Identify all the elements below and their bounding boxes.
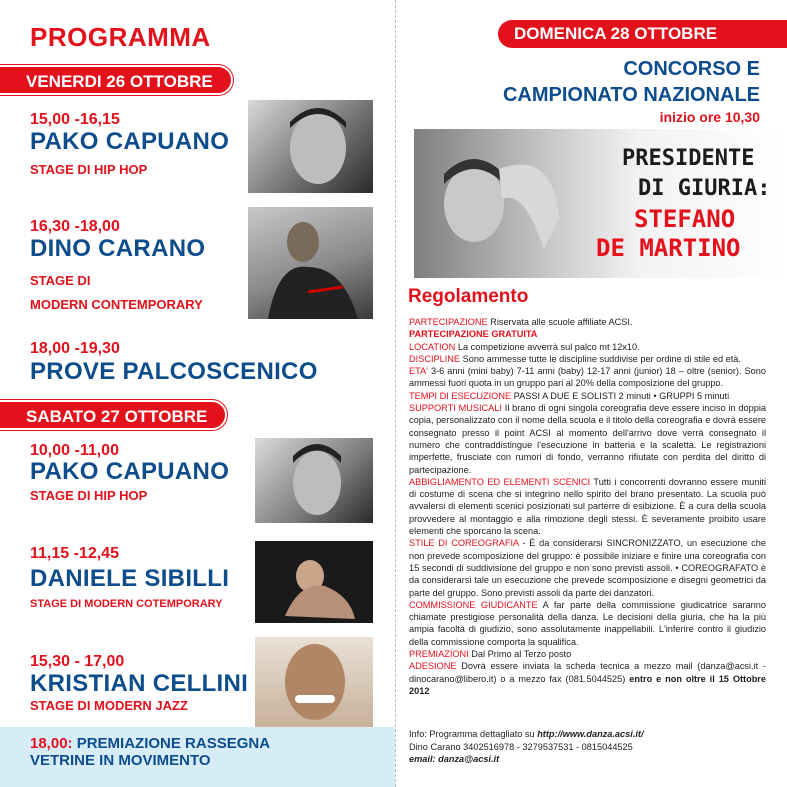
programma-title: PROGRAMMA [30, 22, 211, 52]
dancer-icon [255, 541, 373, 623]
regolamento-text [409, 316, 766, 697]
day-banner-sabato: SABATO 27 OTTOBRE [0, 400, 227, 430]
event-subtitle: STAGE DI MODERN JAZZ [30, 698, 188, 713]
presidente-name2: DE MARTINO [596, 234, 741, 262]
premiazione-line2: VETRINE IN MOVIMENTO [30, 752, 211, 769]
event-name: PAKO CAPUANO [30, 128, 230, 155]
pako-capuano-photo [255, 438, 373, 523]
concorso-line2: CAMPIONATO NAZIONALE [502, 84, 760, 106]
rule-adesione: ADESIONE Dovrà essere inviata la scheda tecnica a mezzo mail (danza@acsi.it - dinocarano@libero.it) o a mezzo fax (081.5044525) entro e non oltre il 15 Ottobre 2012 [409, 661, 766, 696]
event-time: 18,00 -19,30 [30, 340, 120, 357]
portrait-icon [255, 637, 373, 727]
rule-eta: ETA' 3-6 anni (mini baby) 7-11 anni (baby) 12-17 anni (junior) 18 – oltre (senior). Sono ammessi fuori quota in un gruppo pari al 20% della composizione del gruppo. [409, 366, 766, 389]
rule-premiazioni: PREMIAZIONI Dal Primo al Terzo posto [409, 649, 572, 660]
event-subtitle: MODERN CONTEMPORARY [30, 297, 203, 312]
event-time: 16,30 -18,00 [30, 218, 120, 235]
day-banner-domenica: DOMENICA 28 OTTOBRE [498, 20, 787, 48]
event-time: 15,30 - 17,00 [30, 653, 125, 670]
stefano-de-martino-photo [414, 129, 564, 278]
rule-abbigliamento: ABBIGLIAMENTO ED ELEMENTI SCENICI Tutti i concorrenti dovranno essere muniti di costume di scena che si integrino nello spirito del brano presentato. La scuola può avvalersi di elementi scenici posizionati sul parterre di esibizione. È a cura della scuola provvedere al montaggio e alla rimozione degli stessi. È severamente proibito usare elementi che sporcano la scena. [409, 476, 766, 537]
column-divider [395, 0, 396, 787]
rule-stile: STILE DI COREOGRAFIA - È da considerarsi SINCRONIZZATO, un esecuzione che non prevede scomposizione del gruppo: è possibile iniziare e finire una coreografia con 15 secondi di suddivisione del gruppo e non sono previsti assoli. • COREOGRAFATO è da considerarsi tale un esecuzione che prevede scomposizione e disegni geometrici da parte del gruppo. Sono previsti assoli da parte dei danzatori. [409, 538, 766, 598]
event-time: 15,00 -16,15 [30, 111, 120, 128]
premiazione-time: 18,00: [30, 735, 73, 752]
rule-gratuita: PARTECIPAZIONE GRATUITA [409, 329, 538, 340]
event-name: PROVE PALCOSCENICO [30, 358, 318, 385]
event-name: DINO CARANO [30, 235, 206, 262]
info-line1: Info: Programma dettagliato su http://www.danza.acsi.it/ [409, 729, 644, 739]
regolamento-title: Regolamento [408, 286, 529, 307]
portrait-icon [248, 207, 373, 319]
rule-discipline: DISCIPLINE Sono ammesse tutte le discipline suddivise per ordine di stile ed età. [409, 353, 741, 364]
info-line3[interactable]: email: danza@acsi.it [409, 754, 500, 764]
event-name: KRISTIAN CELLINI [30, 670, 249, 697]
website-link[interactable]: http://www.danza.acsi.it/ [537, 729, 644, 739]
event-name: PAKO CAPUANO [30, 458, 230, 485]
event-time: 11,15 -12,45 [30, 545, 119, 562]
day-banner-venerdi: VENERDI 26 OTTOBRE [0, 65, 233, 95]
event-subtitle: STAGE DI MODERN COTEMPORARY [30, 598, 223, 610]
rule-commissione: COMMISSIONE GIUDICANTE A far parte della commissione giudicatrice saranno chiamate prestigiose personalità della danza. Le decisioni della giuria, che ha la più ampia facoltà di giudizio, sono assolutamente inappellabili. L'inferire contro il giudizio della commissione comporta la squalifica. [409, 599, 766, 647]
event-subtitle: STAGE DI HIP HOP [30, 162, 148, 177]
dino-carano-photo [248, 207, 373, 319]
kristian-cellini-photo [255, 637, 373, 727]
event-subtitle: STAGE DI HIP HOP [30, 488, 148, 503]
premiazione-title: PREMIAZIONE RASSEGNA [76, 735, 271, 752]
rule-partecipazione: PARTECIPAZIONE Riservata alle scuole affiliate ACSI. [409, 317, 633, 327]
rule-tempi: TEMPI DI ESECUZIONE PASSI A DUE E SOLISTI 2 minuti • GRUPPI 5 minuti [409, 390, 730, 401]
presidente-line1: PRESIDENTE [622, 146, 755, 171]
info-block [409, 728, 644, 766]
premiazione-line1 [30, 735, 270, 752]
rule-supporti: SUPPORTI MUSICALI Il brano di ogni singola coreografia deve essere inciso in doppia copia, personalizzato con il nome della scuola e il titolo della coreografia e dovrà essere consegnato presso il point ACSI al momento dell'arrivo dove verrà consegnato il numero che contraddistingue l'esecuzione in batteria e la scaletta. Le registrazioni imperfette, frusciate con rumori di fondo, verranno rifiutate con perdita del diritto di partecipazione. [409, 403, 767, 475]
event-subtitle: STAGE DI [30, 273, 91, 288]
info-line2: Dino Carano 3402516978 - 3279537531 - 0815044525 [409, 741, 633, 752]
portrait-icon [248, 100, 373, 193]
rule-location: LOCATION La competizione avverrà sul palco mt 12x10. [409, 341, 640, 352]
daniele-sibilli-photo [255, 541, 373, 623]
concorso-line1: CONCORSO E [623, 58, 760, 80]
portrait-icon [255, 438, 373, 523]
event-time: 10,00 -11,00 [30, 442, 119, 459]
inizio-ore: inizio ore 10,30 [659, 109, 760, 125]
presidente-name1: STEFANO [634, 205, 736, 233]
pako-capuano-photo [248, 100, 373, 193]
event-name: DANIELE SIBILLI [30, 565, 230, 592]
presidente-line2: DI GIURIA: [638, 176, 771, 201]
